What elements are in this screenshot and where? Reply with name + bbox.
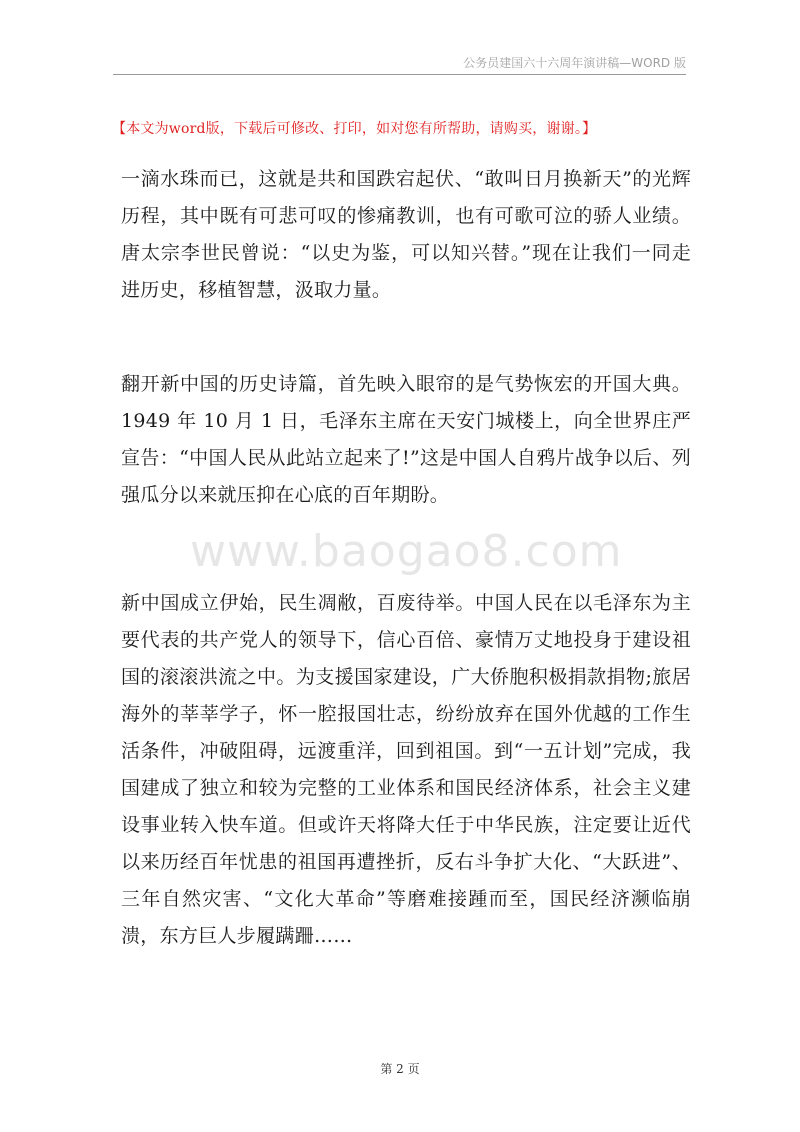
purchase-notice: 【本文为word版，下载后可修改、打印，如对您有所帮助，请购买，谢谢。】 [112, 121, 597, 137]
page-number: 第 2 页 [380, 1062, 420, 1076]
page-header [113, 50, 686, 75]
paragraph-founding: 翻开新中国的历史诗篇，首先映入眼帘的是气势恢宏的开国大典。1949 年 10 月 1 日，毛泽东主席在天安门城楼上，向全世界庄严宣告：“中国人民从此站立起来了!”这是中国人自鸦片战争以后、列强瓜分以来就压抑在心底的百年期盼。 [121, 373, 691, 506]
paragraph-construction: 新中国成立伊始，民生凋敝，百废待举。中国人民在以毛泽东为主要代表的共产党人的领导下，信心百倍、豪情万丈地投身于建设祖国的滚滚洪流之中。为支援国家建设，广大侨胞积极捐款捐物;旅居海外的莘莘学子，怀一腔报国壮志，纷纷放弃在国外优越的工作生活条件，冲破阻碍，远渡重洋，回到祖国。到“一五计划”完成，我国建成了独立和较为完整的工业体系和国民经济体系，社会主义建设事业转入快车道。但或许天将降大任于中华民族，注定要让近代以来历经百年忧患的祖国再遭挫折，反右斗争扩大化、“大跃进”、三年自然灾害、“文化大革命”等磨难接踵而至，国民经济濒临崩溃，东方巨人步履蹒跚…… [121, 592, 691, 947]
document-title: 公务员建国六十六周年演讲稿—WORD 版 [463, 56, 686, 70]
watermark: www.baogao8.com [190, 526, 623, 577]
paragraph-intro: 一滴水珠而已，这就是共和国跌宕起伏、“敢叫日月换新天”的光辉历程，其中既有可悲可叹的惨痛教训，也有可歌可泣的骄人业绩。唐太宗李世民曾说：“以史为鉴，可以知兴替。”现在让我们一同走进历史，移植智慧，汲取力量。 [121, 168, 691, 301]
